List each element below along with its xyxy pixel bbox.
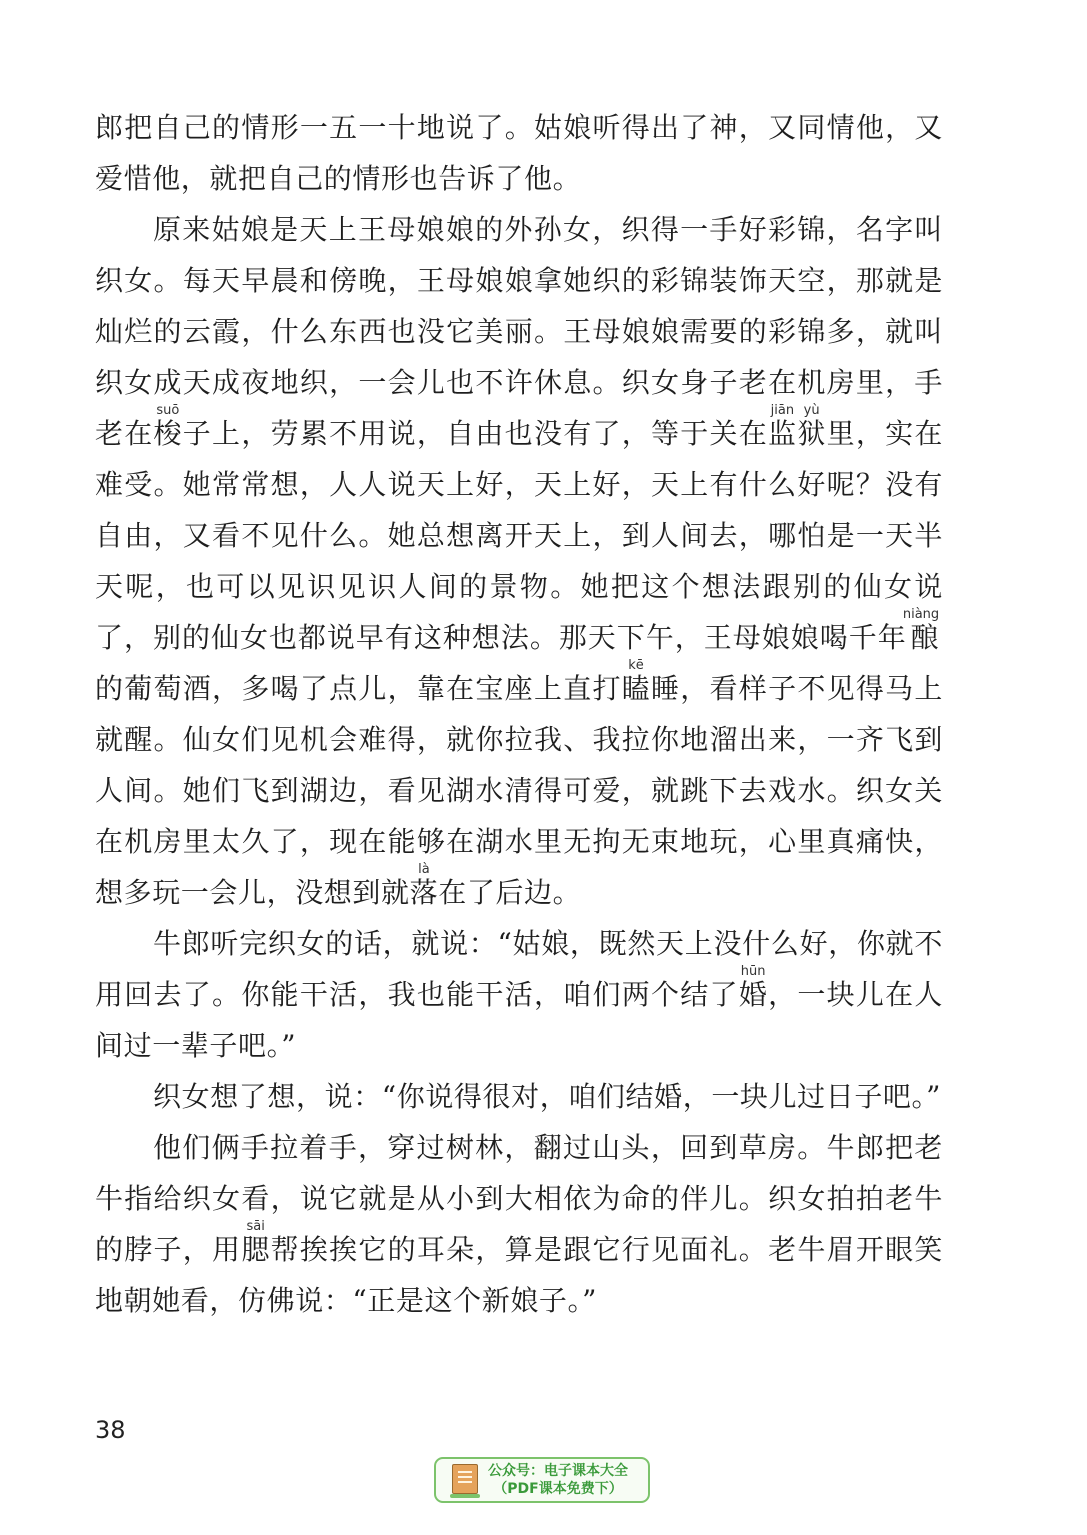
paragraph — [95, 918, 943, 1071]
pinyin-annotation: niàng — [902, 607, 940, 622]
text-run: 的葡萄酒，多喝了点儿，靠在宝座上直打 — [95, 672, 622, 705]
pinyin-annotation: là — [409, 862, 439, 877]
pinyin-annotation: suō — [153, 403, 183, 418]
text-run: 郎把自己的情形一五一十地说了。姑娘听得出了神，又同情他，又爱惜他，就把自己的情形也告诉了他。 — [95, 111, 943, 195]
text-run: 织女想了想，说：“你说得很对，咱们结婚，一块儿过日子吧。” — [153, 1080, 942, 1113]
pinyin-annotated-char: 落là — [409, 862, 439, 909]
paragraph — [95, 204, 943, 918]
watermark-line-1: 公众号：电子课本大全 — [488, 1463, 628, 1479]
text-run: 牛郎听完织女的话，就说：“姑娘，既然天上没什么好，你就不用回去了。你能干活，我也能干活，咱们两个结了 — [95, 927, 943, 1011]
pinyin-annotation: sāi — [241, 1219, 270, 1234]
pinyin-annotated-char: 监jiān — [768, 403, 798, 450]
text-run: 在了后边。 — [438, 876, 582, 909]
text-run: ，一块儿在人间过一辈子吧。” — [95, 978, 943, 1062]
pinyin-annotation: yù — [797, 403, 826, 418]
page-number: 38 — [95, 1416, 126, 1444]
watermark-badge — [434, 1457, 650, 1503]
watermark-line-2: （PDF课本免费下） — [493, 1481, 623, 1497]
book-logo-icon — [450, 1462, 480, 1498]
pinyin-annotated-char: 酿niàng — [902, 607, 940, 654]
paragraph — [95, 1071, 943, 1122]
text-run: 帮挨挨它的耳朵，算是跟它行见面礼。老牛眉开眼笑地朝她看，仿佛说：“正是这个新娘子。” — [95, 1233, 943, 1317]
pinyin-annotated-char: 梭suō — [153, 403, 183, 450]
text-run: 原来姑娘是天上王母娘娘的外孙女，织得一手好彩锦，名字叫织女。每天早晨和傍晚，王母娘娘拿她织的彩锦装饰天空，那就是灿烂的云霞，什么东西也没它美丽。王母娘娘需要的彩锦多，就叫织女成天成夜地织，一会儿也不许休息。织女身子老在机房里，手老在 — [95, 213, 943, 450]
paragraph — [95, 102, 943, 204]
text-run: 睡，看样子不见得马上就醒。仙女们见机会难得，就你拉我、我拉你地溜出来，一齐飞到人间。她们飞到湖边，看见湖水清得可爱，就跳下去戏水。织女关在机房里太久了，现在能够在湖水里无拘无束地玩，心里真痛快，想多玩一会儿，没想到就 — [95, 672, 943, 909]
pinyin-annotation: jiān — [768, 403, 797, 418]
pinyin-annotation: kē — [621, 658, 651, 673]
pinyin-annotated-char: 瞌kē — [621, 658, 652, 705]
paragraph — [95, 1122, 943, 1326]
pinyin-annotation: hūn — [738, 964, 768, 979]
page-body-text — [95, 102, 943, 1326]
pinyin-annotated-char: 狱yù — [797, 403, 827, 450]
text-run: 他们俩手拉着手，穿过树林，翻过山头，回到草房。牛郎把老牛指给织女看，说它就是从小到大相依为命的伴儿。织女拍拍老牛的脖子，用 — [95, 1131, 943, 1266]
text-run: 里，实在难受。她常常想，人人说天上好，天上好，天上有什么好呢？没有自由，又看不见什么。她总想离开天上，到人间去，哪怕是一天半天呢，也可以见识见识人间的景物。她把这个想法跟别的仙女说了，别的仙女也都说早有这种想法。那天下午，王母娘娘喝千年 — [95, 417, 943, 654]
watermark-text — [488, 1462, 628, 1498]
pinyin-annotated-char: 腮sāi — [241, 1219, 271, 1266]
text-run: 子上，劳累不用说，自由也没有了，等于关在 — [182, 417, 769, 450]
pinyin-annotated-char: 婚hūn — [738, 964, 769, 1011]
